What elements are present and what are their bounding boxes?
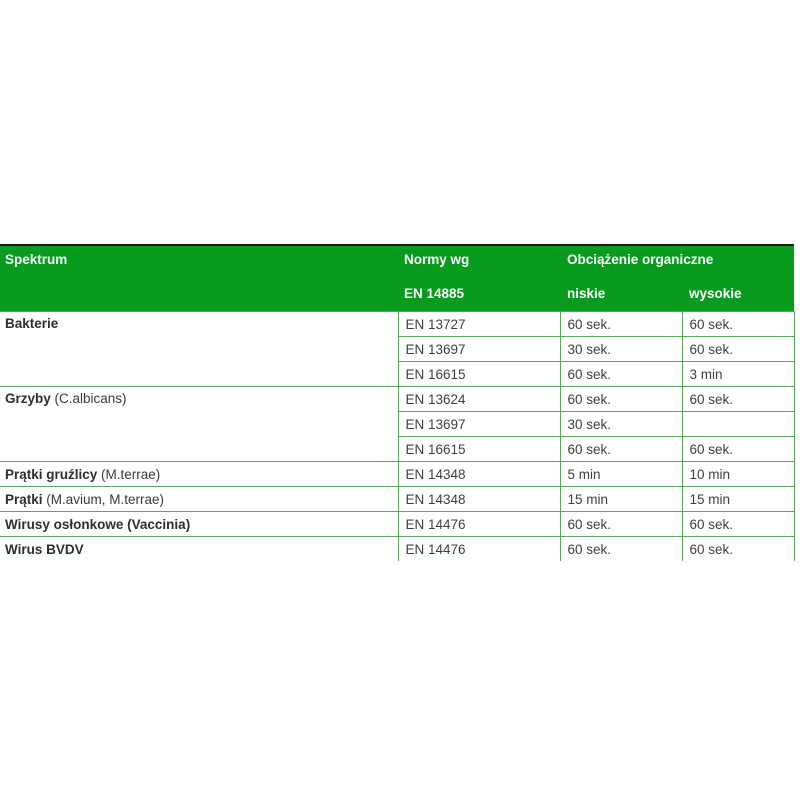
spektrum-name: Prątki gruźlicy bbox=[5, 466, 98, 482]
header-normy-wg: Normy wg bbox=[398, 246, 560, 282]
spektrum-cell bbox=[0, 312, 398, 387]
header-niskie: niskie bbox=[560, 282, 682, 312]
disinfection-spectrum-table bbox=[0, 246, 795, 561]
spektrum-cell bbox=[0, 462, 398, 487]
wysokie-cell: 60 sek. bbox=[682, 312, 794, 337]
spektrum-cell bbox=[0, 512, 398, 537]
spektrum-name: Wirusy osłonkowe (Vaccinia) bbox=[5, 516, 191, 532]
table-row bbox=[0, 312, 794, 337]
norma-cell: EN 14348 bbox=[398, 487, 560, 512]
wysokie-cell: 60 sek. bbox=[682, 437, 794, 462]
niskie-cell: 5 min bbox=[560, 462, 682, 487]
table-row bbox=[0, 512, 794, 537]
header-obciazenie-organiczne: Obciążenie organiczne bbox=[560, 246, 794, 282]
wysokie-cell: 60 sek. bbox=[682, 512, 794, 537]
niskie-cell: 15 min bbox=[560, 487, 682, 512]
table-row bbox=[0, 487, 794, 512]
table-header bbox=[0, 246, 794, 312]
header-en-14885: EN 14885 bbox=[398, 282, 560, 312]
norma-cell: EN 13624 bbox=[398, 387, 560, 412]
niskie-cell: 60 sek. bbox=[560, 362, 682, 387]
wysokie-cell: 15 min bbox=[682, 487, 794, 512]
wysokie-cell: 60 sek. bbox=[682, 337, 794, 362]
spektrum-name: Grzyby bbox=[5, 391, 51, 406]
spectrum-table-wrapper bbox=[0, 244, 794, 561]
niskie-cell: 60 sek. bbox=[560, 437, 682, 462]
niskie-cell: 60 sek. bbox=[560, 512, 682, 537]
wysokie-cell: 60 sek. bbox=[682, 387, 794, 412]
wysokie-cell: 60 sek. bbox=[682, 537, 794, 562]
niskie-cell: 60 sek. bbox=[560, 312, 682, 337]
niskie-cell: 60 sek. bbox=[560, 537, 682, 562]
norma-cell: EN 13697 bbox=[398, 412, 560, 437]
spektrum-name: Prątki bbox=[5, 491, 43, 507]
spektrum-detail: (M.terrae) bbox=[97, 466, 161, 482]
header-spektrum: Spektrum bbox=[0, 246, 398, 312]
niskie-cell: 30 sek. bbox=[560, 412, 682, 437]
wysokie-cell: 3 min bbox=[682, 362, 794, 387]
header-wysokie: wysokie bbox=[682, 282, 794, 312]
norma-cell: EN 16615 bbox=[398, 437, 560, 462]
spektrum-name: Bakterie bbox=[5, 316, 59, 331]
niskie-cell: 30 sek. bbox=[560, 337, 682, 362]
spektrum-detail: (C.albicans) bbox=[50, 391, 127, 406]
norma-cell: EN 16615 bbox=[398, 362, 560, 387]
table-row bbox=[0, 462, 794, 487]
norma-cell: EN 14476 bbox=[398, 537, 560, 562]
norma-cell: EN 14476 bbox=[398, 512, 560, 537]
spektrum-cell bbox=[0, 487, 398, 512]
wysokie-cell: 10 min bbox=[682, 462, 794, 487]
norma-cell: EN 13697 bbox=[398, 337, 560, 362]
niskie-cell: 60 sek. bbox=[560, 387, 682, 412]
spektrum-cell bbox=[0, 387, 398, 462]
norma-cell: EN 13727 bbox=[398, 312, 560, 337]
table-row bbox=[0, 537, 794, 562]
table-row bbox=[0, 387, 794, 412]
spektrum-name: Wirus BVDV bbox=[5, 541, 84, 557]
wysokie-cell bbox=[682, 412, 794, 437]
spektrum-cell bbox=[0, 537, 398, 562]
table-body bbox=[0, 312, 794, 562]
spektrum-detail: (M.avium, M.terrae) bbox=[42, 491, 165, 507]
norma-cell: EN 14348 bbox=[398, 462, 560, 487]
